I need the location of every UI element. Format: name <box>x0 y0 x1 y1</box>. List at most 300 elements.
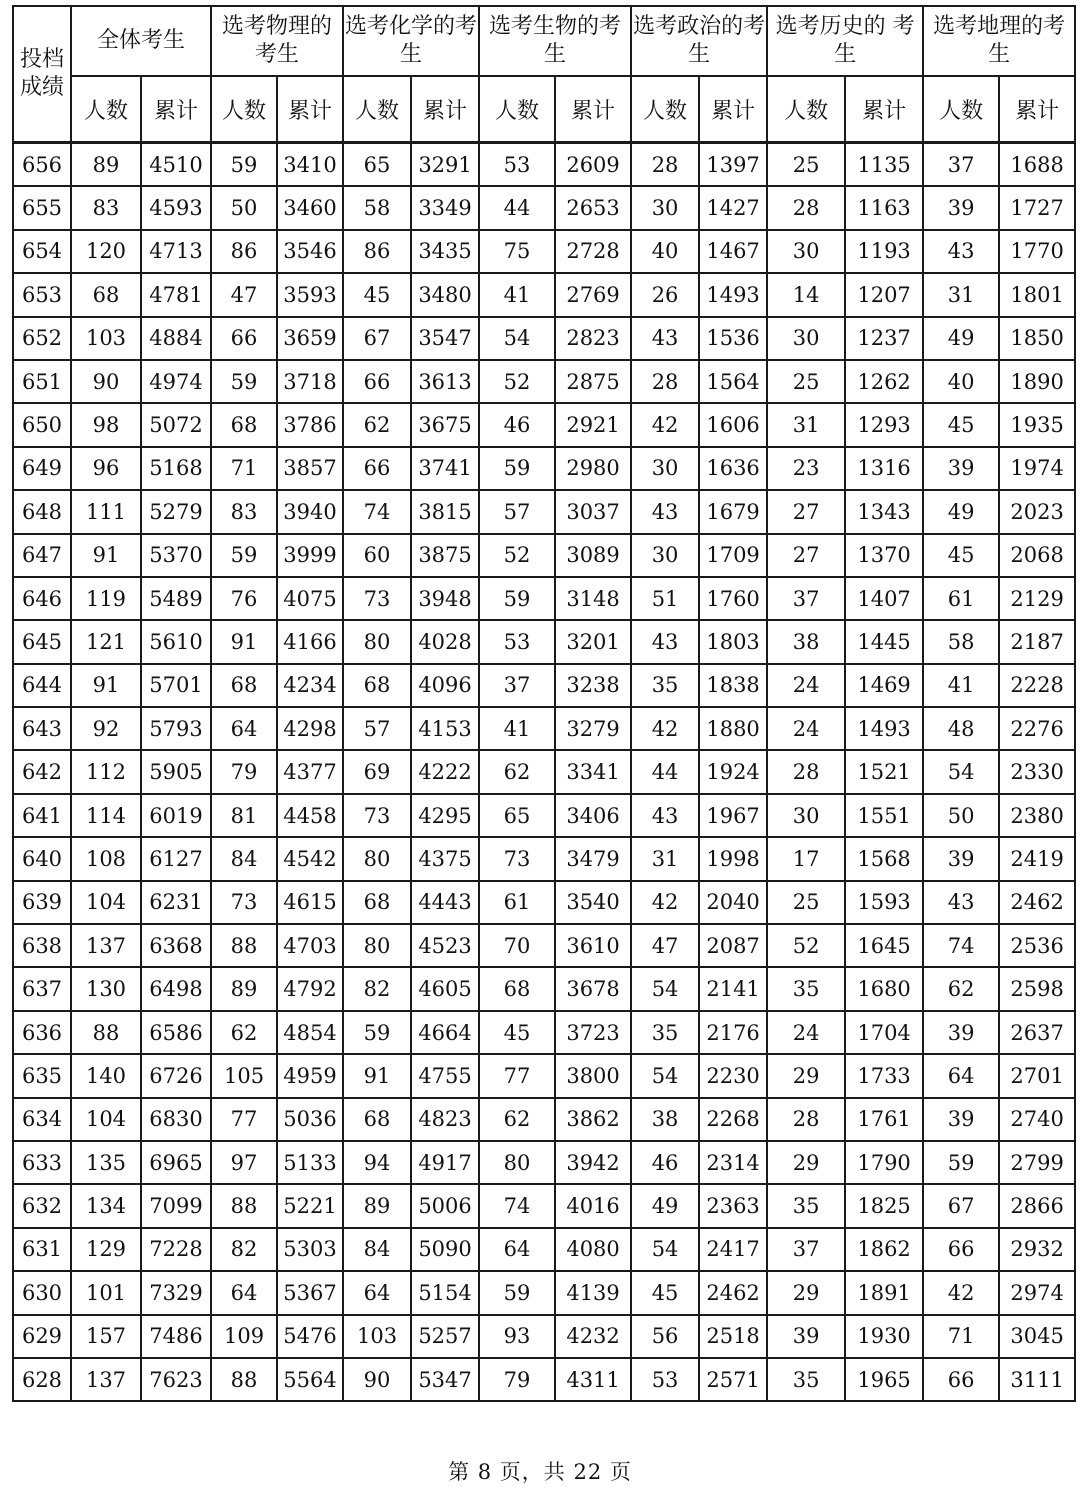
score-cell: 653 <box>13 273 71 316</box>
cumulative-cell: 1493 <box>845 707 923 750</box>
cumulative-cell: 3593 <box>277 273 343 316</box>
count-cell: 44 <box>479 186 555 229</box>
cumulative-cell: 4593 <box>141 186 211 229</box>
count-cell: 84 <box>211 837 277 880</box>
subheader-count: 人数 <box>767 76 845 143</box>
cumulative-cell: 3291 <box>411 143 479 187</box>
cumulative-cell: 3238 <box>555 664 631 707</box>
cumulative-cell: 3045 <box>999 1315 1075 1358</box>
cumulative-cell: 1727 <box>999 186 1075 229</box>
count-cell: 40 <box>631 230 699 273</box>
cumulative-cell: 3201 <box>555 620 631 663</box>
count-cell: 43 <box>923 881 999 924</box>
count-cell: 26 <box>631 273 699 316</box>
score-cell: 643 <box>13 707 71 750</box>
count-cell: 41 <box>923 664 999 707</box>
count-cell: 60 <box>343 534 411 577</box>
cumulative-cell: 7486 <box>141 1315 211 1358</box>
cumulative-cell: 3089 <box>555 534 631 577</box>
table-row <box>13 447 1075 490</box>
cumulative-cell: 1761 <box>845 1098 923 1141</box>
count-cell: 46 <box>631 1141 699 1184</box>
cumulative-cell: 4016 <box>555 1184 631 1227</box>
table-row <box>13 230 1075 273</box>
cumulative-cell: 2974 <box>999 1271 1075 1314</box>
cumulative-cell: 6586 <box>141 1011 211 1054</box>
count-cell: 37 <box>479 664 555 707</box>
count-cell: 38 <box>631 1098 699 1141</box>
score-cell: 628 <box>13 1358 71 1401</box>
table-row <box>13 881 1075 924</box>
count-cell: 66 <box>923 1228 999 1271</box>
cumulative-cell: 3435 <box>411 230 479 273</box>
count-cell: 73 <box>343 794 411 837</box>
cumulative-cell: 2462 <box>999 881 1075 924</box>
subheader-cumulative: 累计 <box>411 76 479 143</box>
table-body <box>13 143 1075 1402</box>
score-cell: 635 <box>13 1054 71 1097</box>
table-row <box>13 924 1075 967</box>
count-cell: 129 <box>71 1228 141 1271</box>
cumulative-cell: 6368 <box>141 924 211 967</box>
count-cell: 42 <box>631 403 699 446</box>
count-cell: 64 <box>211 1271 277 1314</box>
subheader-cumulative: 累计 <box>845 76 923 143</box>
cumulative-cell: 3675 <box>411 403 479 446</box>
cumulative-cell: 2536 <box>999 924 1075 967</box>
count-cell: 59 <box>923 1141 999 1184</box>
cumulative-cell: 2228 <box>999 664 1075 707</box>
score-cell: 648 <box>13 490 71 533</box>
count-cell: 90 <box>343 1358 411 1401</box>
count-cell: 109 <box>211 1315 277 1358</box>
count-cell: 45 <box>631 1271 699 1314</box>
count-cell: 17 <box>767 837 845 880</box>
cumulative-cell: 5168 <box>141 447 211 490</box>
table-row <box>13 1054 1075 1097</box>
count-cell: 41 <box>479 273 555 316</box>
group-header-physics: 选考物理的考生 <box>211 6 343 76</box>
count-cell: 121 <box>71 620 141 663</box>
cumulative-cell: 2598 <box>999 967 1075 1010</box>
count-cell: 53 <box>479 143 555 187</box>
cumulative-cell: 3875 <box>411 534 479 577</box>
subheader-count: 人数 <box>631 76 699 143</box>
count-cell: 41 <box>479 707 555 750</box>
score-cell: 646 <box>13 577 71 620</box>
cumulative-cell: 1838 <box>699 664 767 707</box>
cumulative-cell: 5347 <box>411 1358 479 1401</box>
score-cell: 633 <box>13 1141 71 1184</box>
score-cell: 651 <box>13 360 71 403</box>
count-cell: 54 <box>631 1228 699 1271</box>
cumulative-cell: 3546 <box>277 230 343 273</box>
cumulative-cell: 4523 <box>411 924 479 967</box>
count-cell: 37 <box>767 577 845 620</box>
cumulative-cell: 1645 <box>845 924 923 967</box>
cumulative-cell: 4075 <box>277 577 343 620</box>
cumulative-cell: 1343 <box>845 490 923 533</box>
cumulative-cell: 6726 <box>141 1054 211 1097</box>
table-row <box>13 1098 1075 1141</box>
count-cell: 28 <box>631 143 699 187</box>
cumulative-cell: 1536 <box>699 317 767 360</box>
cumulative-cell: 1935 <box>999 403 1075 446</box>
score-cell: 640 <box>13 837 71 880</box>
cumulative-cell: 1704 <box>845 1011 923 1054</box>
table-row <box>13 1358 1075 1401</box>
subheader-count: 人数 <box>71 76 141 143</box>
count-cell: 49 <box>923 317 999 360</box>
cumulative-cell: 4028 <box>411 620 479 663</box>
cumulative-cell: 1850 <box>999 317 1075 360</box>
count-cell: 61 <box>479 881 555 924</box>
cumulative-cell: 4917 <box>411 1141 479 1184</box>
count-cell: 24 <box>767 707 845 750</box>
cumulative-cell: 4615 <box>277 881 343 924</box>
subheader-cumulative: 累计 <box>277 76 343 143</box>
cumulative-cell: 6231 <box>141 881 211 924</box>
cumulative-cell: 2417 <box>699 1228 767 1271</box>
cumulative-cell: 2921 <box>555 403 631 446</box>
cumulative-cell: 1606 <box>699 403 767 446</box>
cumulative-cell: 5610 <box>141 620 211 663</box>
cumulative-cell: 4703 <box>277 924 343 967</box>
count-cell: 82 <box>343 967 411 1010</box>
cumulative-cell: 3479 <box>555 837 631 880</box>
count-cell: 39 <box>923 1098 999 1141</box>
count-cell: 29 <box>767 1054 845 1097</box>
cumulative-cell: 4139 <box>555 1271 631 1314</box>
table-row <box>13 664 1075 707</box>
count-cell: 103 <box>343 1315 411 1358</box>
cumulative-cell: 1427 <box>699 186 767 229</box>
count-cell: 68 <box>211 664 277 707</box>
cumulative-cell: 6830 <box>141 1098 211 1141</box>
cumulative-cell: 1891 <box>845 1271 923 1314</box>
count-cell: 54 <box>631 967 699 1010</box>
cumulative-cell: 5090 <box>411 1228 479 1271</box>
cumulative-cell: 2740 <box>999 1098 1075 1141</box>
count-cell: 65 <box>343 143 411 187</box>
cumulative-cell: 3540 <box>555 881 631 924</box>
count-cell: 43 <box>631 620 699 663</box>
table-row <box>13 750 1075 793</box>
cumulative-cell: 4232 <box>555 1315 631 1358</box>
count-cell: 64 <box>923 1054 999 1097</box>
table-row <box>13 1228 1075 1271</box>
count-cell: 119 <box>71 577 141 620</box>
count-cell: 66 <box>211 317 277 360</box>
group-header-politics: 选考政治的考生 <box>631 6 767 76</box>
count-cell: 35 <box>767 1358 845 1401</box>
cumulative-cell: 2769 <box>555 273 631 316</box>
score-cell: 652 <box>13 317 71 360</box>
cumulative-cell: 3815 <box>411 490 479 533</box>
count-cell: 134 <box>71 1184 141 1227</box>
table-row <box>13 577 1075 620</box>
table-row <box>13 360 1075 403</box>
count-cell: 42 <box>923 1271 999 1314</box>
cumulative-cell: 4222 <box>411 750 479 793</box>
count-cell: 96 <box>71 447 141 490</box>
count-cell: 31 <box>631 837 699 880</box>
score-cell: 654 <box>13 230 71 273</box>
count-cell: 39 <box>923 1011 999 1054</box>
count-cell: 28 <box>767 186 845 229</box>
count-cell: 68 <box>343 1098 411 1141</box>
count-cell: 91 <box>71 664 141 707</box>
count-cell: 43 <box>631 794 699 837</box>
cumulative-cell: 1733 <box>845 1054 923 1097</box>
count-cell: 140 <box>71 1054 141 1097</box>
score-cell: 655 <box>13 186 71 229</box>
count-cell: 111 <box>71 490 141 533</box>
cumulative-cell: 2141 <box>699 967 767 1010</box>
count-cell: 88 <box>71 1011 141 1054</box>
cumulative-cell: 5221 <box>277 1184 343 1227</box>
cumulative-cell: 1688 <box>999 143 1075 187</box>
count-cell: 98 <box>71 403 141 446</box>
cumulative-cell: 1930 <box>845 1315 923 1358</box>
table-row <box>13 317 1075 360</box>
cumulative-cell: 1135 <box>845 143 923 187</box>
cumulative-cell: 6019 <box>141 794 211 837</box>
cumulative-cell: 1760 <box>699 577 767 620</box>
count-cell: 103 <box>71 317 141 360</box>
count-cell: 74 <box>923 924 999 967</box>
cumulative-cell: 4295 <box>411 794 479 837</box>
count-cell: 52 <box>479 534 555 577</box>
count-cell: 112 <box>71 750 141 793</box>
count-cell: 64 <box>479 1228 555 1271</box>
count-cell: 59 <box>479 577 555 620</box>
cumulative-cell: 2087 <box>699 924 767 967</box>
count-cell: 73 <box>343 577 411 620</box>
cumulative-cell: 1803 <box>699 620 767 663</box>
cumulative-cell: 1493 <box>699 273 767 316</box>
count-cell: 54 <box>479 317 555 360</box>
table-row <box>13 967 1075 1010</box>
count-cell: 83 <box>211 490 277 533</box>
cumulative-cell: 1965 <box>845 1358 923 1401</box>
cumulative-cell: 6498 <box>141 967 211 1010</box>
count-cell: 65 <box>479 794 555 837</box>
cumulative-cell: 3786 <box>277 403 343 446</box>
cumulative-cell: 7099 <box>141 1184 211 1227</box>
score-cell: 639 <box>13 881 71 924</box>
count-cell: 67 <box>923 1184 999 1227</box>
cumulative-cell: 5257 <box>411 1315 479 1358</box>
cumulative-cell: 1924 <box>699 750 767 793</box>
cumulative-cell: 3862 <box>555 1098 631 1141</box>
cumulative-cell: 5905 <box>141 750 211 793</box>
page-number: 第 8 页，共 22 页 <box>448 1460 632 1484</box>
count-cell: 30 <box>631 447 699 490</box>
count-cell: 76 <box>211 577 277 620</box>
count-cell: 94 <box>343 1141 411 1184</box>
cumulative-cell: 4298 <box>277 707 343 750</box>
cumulative-cell: 2023 <box>999 490 1075 533</box>
count-cell: 30 <box>631 534 699 577</box>
cumulative-cell: 3857 <box>277 447 343 490</box>
count-cell: 80 <box>343 837 411 880</box>
count-cell: 47 <box>211 273 277 316</box>
cumulative-cell: 2419 <box>999 837 1075 880</box>
score-cell: 638 <box>13 924 71 967</box>
cumulative-cell: 4510 <box>141 143 211 187</box>
score-column-header: 投档成绩 <box>13 6 71 143</box>
count-cell: 49 <box>631 1184 699 1227</box>
count-cell: 52 <box>479 360 555 403</box>
count-cell: 50 <box>211 186 277 229</box>
count-cell: 66 <box>343 360 411 403</box>
cumulative-cell: 2653 <box>555 186 631 229</box>
cumulative-cell: 4311 <box>555 1358 631 1401</box>
cumulative-cell: 4375 <box>411 837 479 880</box>
count-cell: 29 <box>767 1271 845 1314</box>
cumulative-cell: 5072 <box>141 403 211 446</box>
cumulative-cell: 4974 <box>141 360 211 403</box>
score-cell: 630 <box>13 1271 71 1314</box>
cumulative-cell: 1998 <box>699 837 767 880</box>
count-cell: 30 <box>767 317 845 360</box>
count-cell: 40 <box>923 360 999 403</box>
cumulative-cell: 4792 <box>277 967 343 1010</box>
group-header-history: 选考历史的 考生 <box>767 6 923 76</box>
count-cell: 73 <box>211 881 277 924</box>
cumulative-cell: 2230 <box>699 1054 767 1097</box>
table-row <box>13 1184 1075 1227</box>
cumulative-cell: 4166 <box>277 620 343 663</box>
count-cell: 29 <box>767 1141 845 1184</box>
count-cell: 88 <box>211 924 277 967</box>
cumulative-cell: 2799 <box>999 1141 1075 1184</box>
cumulative-cell: 5133 <box>277 1141 343 1184</box>
cumulative-cell: 1370 <box>845 534 923 577</box>
cumulative-cell: 5476 <box>277 1315 343 1358</box>
count-cell: 46 <box>479 403 555 446</box>
cumulative-cell: 1445 <box>845 620 923 663</box>
count-cell: 80 <box>479 1141 555 1184</box>
count-cell: 59 <box>479 447 555 490</box>
cumulative-cell: 2823 <box>555 317 631 360</box>
cumulative-cell: 3349 <box>411 186 479 229</box>
cumulative-cell: 7623 <box>141 1358 211 1401</box>
cumulative-cell: 3741 <box>411 447 479 490</box>
cumulative-cell: 2701 <box>999 1054 1075 1097</box>
count-cell: 37 <box>923 143 999 187</box>
cumulative-cell: 2571 <box>699 1358 767 1401</box>
cumulative-cell: 1636 <box>699 447 767 490</box>
count-cell: 135 <box>71 1141 141 1184</box>
count-cell: 68 <box>343 881 411 924</box>
cumulative-cell: 1469 <box>845 664 923 707</box>
cumulative-cell: 1293 <box>845 403 923 446</box>
score-cell: 631 <box>13 1228 71 1271</box>
subheader-cumulative: 累计 <box>999 76 1075 143</box>
count-cell: 57 <box>343 707 411 750</box>
table-row <box>13 403 1075 446</box>
table-row <box>13 143 1075 187</box>
cumulative-cell: 3480 <box>411 273 479 316</box>
cumulative-cell: 5564 <box>277 1358 343 1401</box>
cumulative-cell: 1564 <box>699 360 767 403</box>
score-cell: 649 <box>13 447 71 490</box>
count-cell: 104 <box>71 1098 141 1141</box>
subheader-count: 人数 <box>479 76 555 143</box>
count-cell: 25 <box>767 143 845 187</box>
count-cell: 101 <box>71 1271 141 1314</box>
count-cell: 39 <box>923 837 999 880</box>
count-cell: 86 <box>343 230 411 273</box>
cumulative-cell: 1551 <box>845 794 923 837</box>
cumulative-cell: 3341 <box>555 750 631 793</box>
count-cell: 64 <box>211 707 277 750</box>
cumulative-cell: 3037 <box>555 490 631 533</box>
count-cell: 66 <box>923 1358 999 1401</box>
cumulative-cell: 2518 <box>699 1315 767 1358</box>
cumulative-cell: 3613 <box>411 360 479 403</box>
table-row <box>13 1271 1075 1314</box>
count-cell: 137 <box>71 1358 141 1401</box>
cumulative-cell: 4884 <box>141 317 211 360</box>
count-cell: 30 <box>631 186 699 229</box>
count-cell: 53 <box>631 1358 699 1401</box>
cumulative-cell: 1467 <box>699 230 767 273</box>
cumulative-cell: 1262 <box>845 360 923 403</box>
cumulative-cell: 4713 <box>141 230 211 273</box>
count-cell: 77 <box>211 1098 277 1141</box>
count-cell: 91 <box>71 534 141 577</box>
subheader-count: 人数 <box>211 76 277 143</box>
table-row <box>13 273 1075 316</box>
count-cell: 62 <box>343 403 411 446</box>
count-cell: 89 <box>71 143 141 187</box>
count-cell: 58 <box>343 186 411 229</box>
cumulative-cell: 4080 <box>555 1228 631 1271</box>
count-cell: 39 <box>767 1315 845 1358</box>
count-cell: 74 <box>479 1184 555 1227</box>
cumulative-cell: 5367 <box>277 1271 343 1314</box>
table-row <box>13 1141 1075 1184</box>
table-row <box>13 534 1075 577</box>
score-cell: 645 <box>13 620 71 663</box>
count-cell: 114 <box>71 794 141 837</box>
cumulative-cell: 1163 <box>845 186 923 229</box>
cumulative-cell: 1521 <box>845 750 923 793</box>
group-header-geography: 选考地理的考生 <box>923 6 1075 76</box>
count-cell: 91 <box>211 620 277 663</box>
cumulative-cell: 4605 <box>411 967 479 1010</box>
count-cell: 59 <box>211 143 277 187</box>
count-cell: 83 <box>71 186 141 229</box>
count-cell: 45 <box>479 1011 555 1054</box>
count-cell: 44 <box>631 750 699 793</box>
cumulative-cell: 7329 <box>141 1271 211 1314</box>
cumulative-cell: 4096 <box>411 664 479 707</box>
cumulative-cell: 3678 <box>555 967 631 1010</box>
score-cell: 656 <box>13 143 71 187</box>
count-cell: 64 <box>343 1271 411 1314</box>
count-cell: 62 <box>923 967 999 1010</box>
cumulative-cell: 2314 <box>699 1141 767 1184</box>
count-cell: 67 <box>343 317 411 360</box>
cumulative-cell: 3460 <box>277 186 343 229</box>
count-cell: 59 <box>479 1271 555 1314</box>
cumulative-cell: 2866 <box>999 1184 1075 1227</box>
count-cell: 66 <box>343 447 411 490</box>
